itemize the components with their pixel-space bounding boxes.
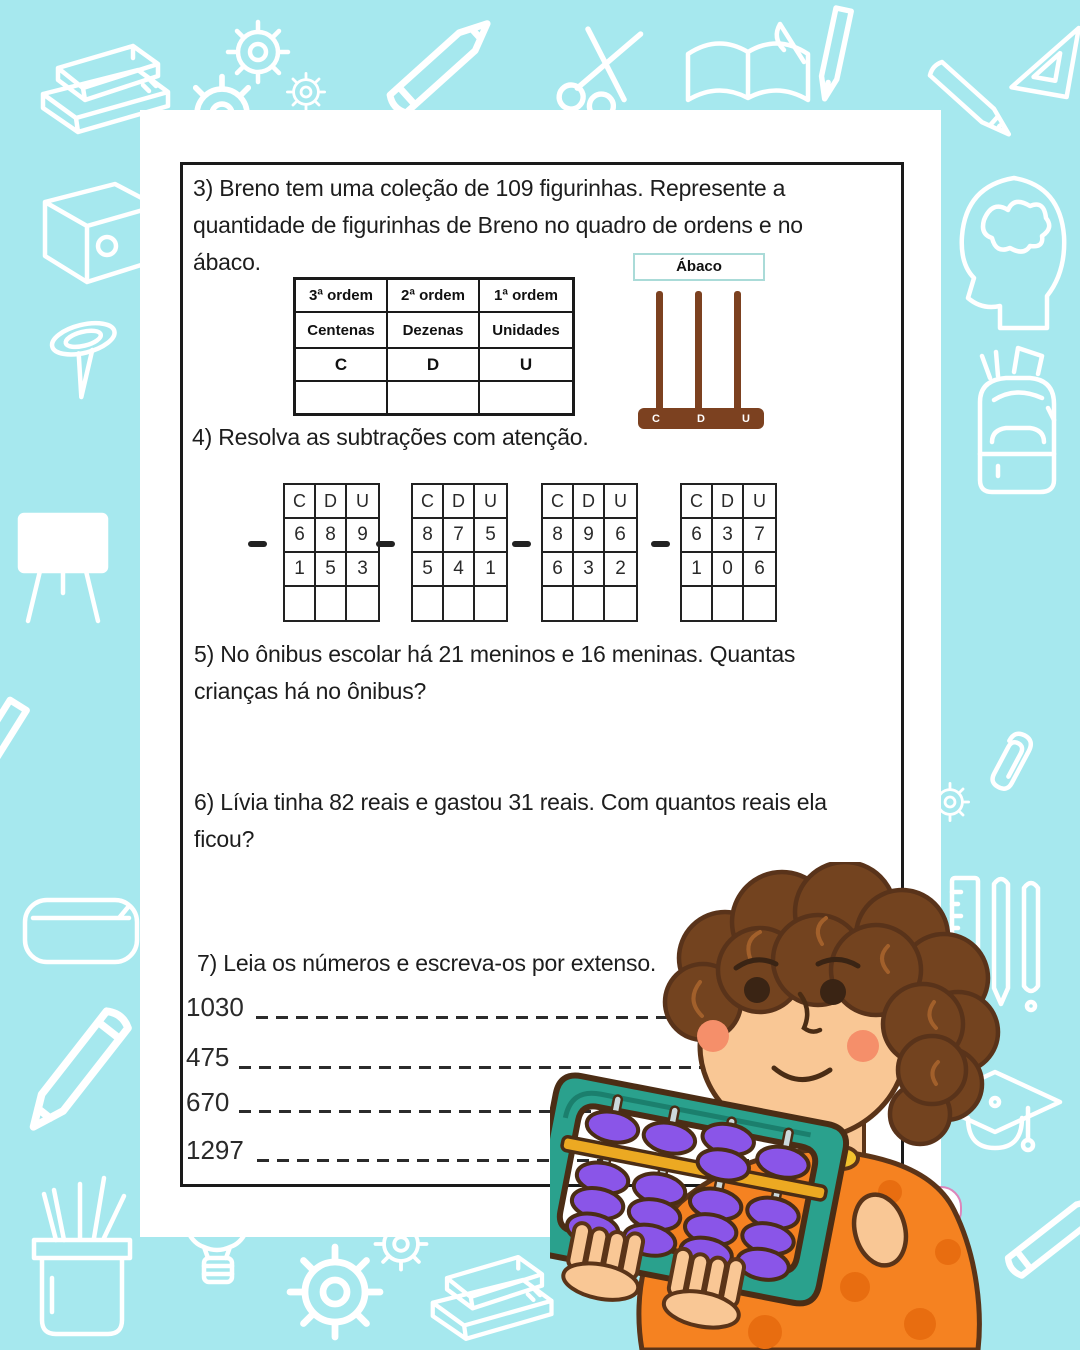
pencil-doodle — [387, 15, 495, 116]
q5-line1: 5) No ônibus escolar há 21 meninos e 16 meninas. Quantas — [194, 641, 796, 667]
answer-cell[interactable] — [316, 587, 347, 620]
pv-unidades: Unidades — [480, 313, 572, 349]
digit: 8 — [543, 519, 574, 553]
digit: 6 — [605, 519, 636, 553]
brain-head-doodle — [962, 178, 1064, 328]
answer-cell[interactable] — [347, 587, 378, 620]
answer-cell[interactable] — [713, 587, 744, 620]
digit: 8 — [413, 519, 444, 553]
answer-cell[interactable] — [744, 587, 775, 620]
q3-line3: ábaco. — [193, 249, 261, 275]
bottom-books-doodle — [433, 1257, 552, 1339]
pv-letter-d: D — [388, 349, 480, 382]
set-square-doodle — [1011, 18, 1078, 97]
scissors-doodle — [557, 24, 641, 122]
grid-col-d: D — [713, 485, 744, 519]
abaco-peg-c: C — [652, 412, 660, 425]
pv-header-1ordem: 1ª ordem — [480, 280, 572, 313]
q7-number-475: 475 — [186, 1042, 230, 1072]
pv-header-2ordem: 2ª ordem — [388, 280, 480, 313]
digit: 7 — [444, 519, 475, 553]
pushpin-doodle — [49, 318, 128, 401]
digit: 9 — [347, 519, 378, 553]
brush-cup-doodle — [34, 1178, 130, 1334]
digit: 6 — [543, 553, 574, 587]
minus-icon — [248, 541, 267, 547]
pouch-doodle — [25, 900, 137, 962]
digit: 1 — [285, 553, 316, 587]
answer-cell[interactable] — [574, 587, 605, 620]
q3-line2: quantidade de figurinhas de Breno no quadro de ordens e no — [193, 212, 803, 238]
digit: 5 — [475, 519, 506, 553]
grid-col-d: D — [444, 485, 475, 519]
big-pencil-doodle — [23, 1008, 131, 1135]
answer-cell[interactable] — [285, 587, 316, 620]
ballpoint-pen-doodle — [0, 700, 27, 807]
digit: 3 — [574, 553, 605, 587]
minus-icon — [376, 541, 395, 547]
digit: 6 — [285, 519, 316, 553]
digit: 0 — [713, 553, 744, 587]
answer-cell[interactable] — [296, 382, 388, 413]
answer-cell[interactable] — [475, 587, 506, 620]
whiteboard-doodle — [20, 515, 106, 621]
q7-number-670: 670 — [186, 1087, 230, 1117]
q3-line1: 3) Breno tem uma coleção de 109 figurinhas. Represente a — [193, 175, 786, 201]
grid-col-c: C — [413, 485, 444, 519]
digit: 1 — [682, 553, 713, 587]
answer-cell[interactable] — [413, 587, 444, 620]
answer-cell[interactable] — [543, 587, 574, 620]
place-value-table — [293, 277, 575, 416]
grid-col-c: C — [285, 485, 316, 519]
backpack-doodle — [980, 348, 1054, 492]
answer-cell[interactable] — [444, 587, 475, 620]
digit: 3 — [347, 553, 378, 587]
digit: 3 — [713, 519, 744, 553]
answer-cell[interactable] — [480, 382, 572, 413]
pv-dezenas: Dezenas — [388, 313, 480, 349]
grid-col-u: U — [744, 485, 775, 519]
pen-doodle — [817, 8, 851, 100]
pv-header-3ordem: 3ª ordem — [296, 280, 388, 313]
grid-col-c: C — [682, 485, 713, 519]
grid-col-d: D — [316, 485, 347, 519]
abaco-post-c — [656, 291, 663, 413]
digit: 7 — [744, 519, 775, 553]
abaco-post-u — [734, 291, 741, 413]
subtraction-grid-3 — [541, 483, 638, 622]
abaco-post-d — [695, 291, 702, 413]
q6-line1: 6) Lívia tinha 82 reais e gastou 31 reais. Com quantos reais ela — [194, 789, 827, 815]
digit: 6 — [744, 553, 775, 587]
q5-line2: crianças há no ônibus? — [194, 678, 427, 704]
digit: 2 — [605, 553, 636, 587]
eye-right — [820, 979, 846, 1005]
grid-col-u: U — [605, 485, 636, 519]
subtraction-grid-2 — [411, 483, 508, 622]
abaco-base — [638, 408, 764, 429]
digit: 4 — [444, 553, 475, 587]
grid-col-u: U — [475, 485, 506, 519]
blush-left — [697, 1020, 729, 1052]
q7-number-1030: 1030 — [186, 992, 244, 1022]
minus-icon — [651, 541, 670, 547]
abaco-peg-u: U — [742, 412, 750, 425]
digit: 6 — [682, 519, 713, 553]
q4-text: 4) Resolva as subtrações com atenção. — [192, 424, 589, 450]
grid-col-d: D — [574, 485, 605, 519]
hot-air-balloon-doodle — [188, 1232, 246, 1282]
q7-number-1297: 1297 — [186, 1135, 244, 1165]
pv-centenas: Centenas — [296, 313, 388, 349]
abaco-label: Ábaco — [633, 253, 765, 281]
eye-left — [744, 977, 770, 1003]
q6-line2: ficou? — [194, 826, 255, 852]
answer-cell[interactable] — [388, 382, 480, 413]
digit: 8 — [316, 519, 347, 553]
abaco-peg-d: D — [697, 412, 705, 425]
pv-letter-c: C — [296, 349, 388, 382]
answer-cell[interactable] — [605, 587, 636, 620]
digit: 1 — [475, 553, 506, 587]
digit: 5 — [316, 553, 347, 587]
open-book-quill-doodle — [688, 24, 808, 100]
grid-col-c: C — [543, 485, 574, 519]
fountain-pen-doodle — [928, 60, 1015, 141]
minus-icon — [512, 541, 531, 547]
pv-letter-u: U — [480, 349, 572, 382]
digit: 5 — [413, 553, 444, 587]
answer-cell[interactable] — [682, 587, 713, 620]
bottom-pencil-doodle — [1005, 1189, 1080, 1278]
boy-with-abacus-illustration — [550, 862, 1010, 1350]
blush-right — [847, 1030, 879, 1062]
subtraction-grid-1 — [283, 483, 380, 622]
grid-col-u: U — [347, 485, 378, 519]
subtraction-grid-4 — [680, 483, 777, 622]
boy-hand-left — [560, 1221, 648, 1305]
abaco-illustration — [638, 291, 764, 429]
digit: 9 — [574, 519, 605, 553]
q7-title: 7) Leia os números e escreva-os por extenso. — [197, 950, 657, 976]
paperclip-doodle — [988, 730, 1035, 792]
